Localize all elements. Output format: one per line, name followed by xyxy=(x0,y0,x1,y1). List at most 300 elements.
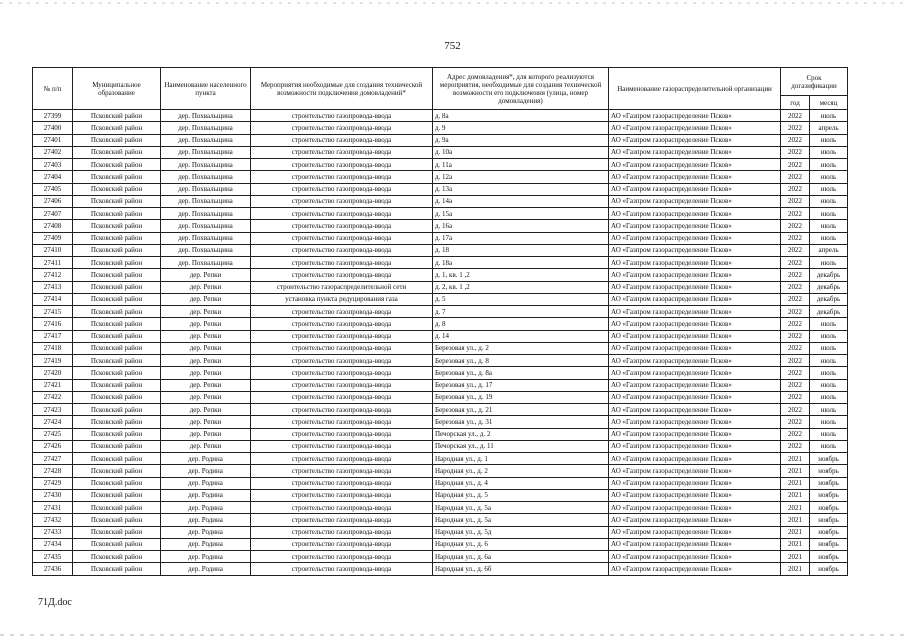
cell-measure: строительство газопровода-ввода xyxy=(251,440,433,452)
cell-municipality: Псковский район xyxy=(73,404,161,416)
cell-year: 2022 xyxy=(781,208,810,220)
cell-measure: строительство газопровода-ввода xyxy=(251,379,433,391)
cell-org: АО «Газпром газораспределение Псков» xyxy=(609,293,781,305)
cell-address: Народная ул., д. 5а xyxy=(433,502,609,514)
cell-settlement: дер. Родина xyxy=(161,526,251,538)
cell-address: д. 2, кв. 1 ,2 xyxy=(433,281,609,293)
cell-measure: строительство газопровода-ввода xyxy=(251,183,433,195)
cell-org: АО «Газпром газораспределение Псков» xyxy=(609,318,781,330)
cell-month: июль xyxy=(810,134,848,146)
cell-address: Народная ул., д. 5д xyxy=(433,526,609,538)
cell-org: АО «Газпром газораспределение Псков» xyxy=(609,355,781,367)
cell-address: д. 14 xyxy=(433,330,609,342)
table-row xyxy=(33,232,848,244)
cell-org: АО «Газпром газораспределение Псков» xyxy=(609,183,781,195)
table-body xyxy=(33,110,848,576)
table-row xyxy=(33,318,848,330)
cell-address: д. 1, кв. 1 ,2 xyxy=(433,269,609,281)
table-row xyxy=(33,110,848,122)
cell-org: АО «Газпром газораспределение Псков» xyxy=(609,195,781,207)
cell-org: АО «Газпром газораспределение Псков» xyxy=(609,502,781,514)
cell-num: 27420 xyxy=(33,367,73,379)
cell-measure: строительство газопровода-ввода xyxy=(251,257,433,269)
cell-num: 27422 xyxy=(33,391,73,403)
cell-address: Березовая ул., д. 17 xyxy=(433,379,609,391)
cell-year: 2022 xyxy=(781,146,810,158)
table-row xyxy=(33,428,848,440)
header-deadline: Срок догазификации xyxy=(781,68,848,96)
cell-year: 2021 xyxy=(781,453,810,465)
cell-year: 2022 xyxy=(781,440,810,452)
cell-num: 27428 xyxy=(33,465,73,477)
cell-measure: строительство газопровода-ввода xyxy=(251,342,433,354)
table-row xyxy=(33,220,848,232)
cell-org: АО «Газпром газораспределение Псков» xyxy=(609,404,781,416)
cell-municipality: Псковский район xyxy=(73,514,161,526)
cell-settlement: дер. Родина xyxy=(161,538,251,550)
table-row xyxy=(33,122,848,134)
cell-num: 27424 xyxy=(33,416,73,428)
cell-year: 2022 xyxy=(781,306,810,318)
cell-num: 27433 xyxy=(33,526,73,538)
table-row xyxy=(33,257,848,269)
cell-num: 27401 xyxy=(33,134,73,146)
cell-month: июль xyxy=(810,232,848,244)
cell-municipality: Псковский район xyxy=(73,122,161,134)
cell-settlement: дер. Родина xyxy=(161,453,251,465)
cell-month: ноябрь xyxy=(810,453,848,465)
cell-year: 2022 xyxy=(781,318,810,330)
cell-year: 2021 xyxy=(781,526,810,538)
cell-municipality: Псковский район xyxy=(73,195,161,207)
cell-year: 2021 xyxy=(781,502,810,514)
cell-measure: строительство газопровода-ввода xyxy=(251,171,433,183)
cell-measure: строительство газопровода-ввода xyxy=(251,244,433,256)
cell-month: июль xyxy=(810,428,848,440)
cell-municipality: Псковский район xyxy=(73,367,161,379)
cell-settlement: дер. Репки xyxy=(161,342,251,354)
cell-org: АО «Газпром газораспределение Псков» xyxy=(609,330,781,342)
table-row xyxy=(33,195,848,207)
cell-month: июль xyxy=(810,318,848,330)
cell-municipality: Псковский район xyxy=(73,453,161,465)
cell-settlement: дер. Репки xyxy=(161,428,251,440)
cell-measure: строительство газопровода-ввода xyxy=(251,122,433,134)
cell-year: 2022 xyxy=(781,391,810,403)
cell-year: 2021 xyxy=(781,477,810,489)
cell-address: Народная ул., д. 5а xyxy=(433,514,609,526)
cell-municipality: Псковский район xyxy=(73,269,161,281)
cell-org: АО «Газпром газораспределение Псков» xyxy=(609,146,781,158)
cell-org: АО «Газпром газораспределение Псков» xyxy=(609,379,781,391)
cell-measure: строительство газопровода-ввода xyxy=(251,514,433,526)
cell-month: июль xyxy=(810,355,848,367)
cell-address: д. 5 xyxy=(433,293,609,305)
cell-settlement: дер. Родина xyxy=(161,477,251,489)
table-row xyxy=(33,416,848,428)
cell-org: АО «Газпром газораспределение Псков» xyxy=(609,110,781,122)
cell-month: ноябрь xyxy=(810,563,848,575)
cell-settlement: дер. Родина xyxy=(161,502,251,514)
table-row xyxy=(33,379,848,391)
cell-year: 2022 xyxy=(781,122,810,134)
cell-org: АО «Газпром газораспределение Псков» xyxy=(609,391,781,403)
cell-settlement: дер. Похвальщина xyxy=(161,146,251,158)
cell-org: АО «Газпром газораспределение Псков» xyxy=(609,122,781,134)
cell-settlement: дер. Репки xyxy=(161,269,251,281)
cell-org: АО «Газпром газораспределение Псков» xyxy=(609,465,781,477)
cell-address: д. 17а xyxy=(433,232,609,244)
cell-address: д. 15а xyxy=(433,208,609,220)
cell-address: Народная ул., д. 6а xyxy=(433,551,609,563)
cell-year: 2022 xyxy=(781,195,810,207)
cell-municipality: Псковский район xyxy=(73,502,161,514)
cell-org: АО «Газпром газораспределение Псков» xyxy=(609,232,781,244)
cell-year: 2022 xyxy=(781,183,810,195)
cell-org: АО «Газпром газораспределение Псков» xyxy=(609,538,781,550)
cell-num: 27410 xyxy=(33,244,73,256)
cell-num: 27408 xyxy=(33,220,73,232)
cell-address: д. 18а xyxy=(433,257,609,269)
cell-year: 2022 xyxy=(781,416,810,428)
cell-municipality: Псковский район xyxy=(73,244,161,256)
cell-municipality: Псковский район xyxy=(73,208,161,220)
cell-address: Народная ул., д. 6 xyxy=(433,538,609,550)
table-row xyxy=(33,391,848,403)
cell-num: 27426 xyxy=(33,440,73,452)
cell-month: декабрь xyxy=(810,306,848,318)
cell-settlement: дер. Родина xyxy=(161,465,251,477)
cell-num: 27404 xyxy=(33,171,73,183)
cell-num: 27427 xyxy=(33,453,73,465)
cell-settlement: дер. Похвальщина xyxy=(161,208,251,220)
cell-address: Народная ул., д. 4 xyxy=(433,477,609,489)
cell-org: АО «Газпром газораспределение Псков» xyxy=(609,489,781,501)
cell-org: АО «Газпром газораспределение Псков» xyxy=(609,526,781,538)
cell-municipality: Псковский район xyxy=(73,391,161,403)
header-org: Наименование газораспределительной организации xyxy=(609,68,781,110)
cell-measure: строительство газопровода-ввода xyxy=(251,538,433,550)
cell-settlement: дер. Репки xyxy=(161,306,251,318)
cell-settlement: дер. Репки xyxy=(161,440,251,452)
table-row xyxy=(33,551,848,563)
cell-measure: строительство газопровода-ввода xyxy=(251,502,433,514)
table-row xyxy=(33,489,848,501)
cell-address: Печорская ул., д. 2 xyxy=(433,428,609,440)
cell-measure: строительство газопровода-ввода xyxy=(251,134,433,146)
cell-year: 2021 xyxy=(781,465,810,477)
cell-month: декабрь xyxy=(810,293,848,305)
table-row xyxy=(33,465,848,477)
cell-municipality: Псковский район xyxy=(73,526,161,538)
cell-org: АО «Газпром газораспределение Псков» xyxy=(609,171,781,183)
cell-address: Березовая ул., д. 21 xyxy=(433,404,609,416)
cell-address: Печорская ул., д. 11 xyxy=(433,440,609,452)
cell-org: АО «Газпром газораспределение Псков» xyxy=(609,514,781,526)
cell-municipality: Псковский район xyxy=(73,306,161,318)
cell-num: 27416 xyxy=(33,318,73,330)
cell-address: д. 13а xyxy=(433,183,609,195)
cell-org: АО «Газпром газораспределение Псков» xyxy=(609,269,781,281)
cell-num: 27435 xyxy=(33,551,73,563)
table-row xyxy=(33,502,848,514)
cell-year: 2021 xyxy=(781,563,810,575)
cell-measure: строительство газопровода-ввода xyxy=(251,159,433,171)
cell-num: 27413 xyxy=(33,281,73,293)
cell-settlement: дер. Репки xyxy=(161,293,251,305)
cell-measure: установка пункта редуцирования газа xyxy=(251,293,433,305)
header-num: № п/п xyxy=(33,68,73,110)
cell-num: 27425 xyxy=(33,428,73,440)
cell-num: 27412 xyxy=(33,269,73,281)
cell-measure: строительство газопровода-ввода xyxy=(251,526,433,538)
cell-org: АО «Газпром газораспределение Псков» xyxy=(609,208,781,220)
cell-address: д. 7 xyxy=(433,306,609,318)
cell-measure: строительство газопровода-ввода xyxy=(251,416,433,428)
cell-settlement: дер. Репки xyxy=(161,355,251,367)
table-row xyxy=(33,453,848,465)
cell-settlement: дер. Родина xyxy=(161,551,251,563)
cell-num: 27414 xyxy=(33,293,73,305)
table-row xyxy=(33,514,848,526)
cell-municipality: Псковский район xyxy=(73,110,161,122)
cell-month: июль xyxy=(810,330,848,342)
cell-settlement: дер. Репки xyxy=(161,416,251,428)
cell-municipality: Псковский район xyxy=(73,281,161,293)
cell-num: 27406 xyxy=(33,195,73,207)
cell-year: 2022 xyxy=(781,244,810,256)
cell-month: июль xyxy=(810,342,848,354)
cell-measure: строительство газопровода-ввода xyxy=(251,551,433,563)
cell-month: июль xyxy=(810,257,848,269)
cell-year: 2022 xyxy=(781,232,810,244)
cell-address: д. 16а xyxy=(433,220,609,232)
cell-org: АО «Газпром газораспределение Псков» xyxy=(609,416,781,428)
cell-month: ноябрь xyxy=(810,489,848,501)
table-row xyxy=(33,146,848,158)
cell-measure: строительство газопровода-ввода xyxy=(251,404,433,416)
cell-year: 2022 xyxy=(781,379,810,391)
cell-org: АО «Газпром газораспределение Псков» xyxy=(609,134,781,146)
cell-settlement: дер. Похвальщина xyxy=(161,220,251,232)
cell-year: 2022 xyxy=(781,367,810,379)
cell-org: АО «Газпром газораспределение Псков» xyxy=(609,563,781,575)
cell-settlement: дер. Родина xyxy=(161,489,251,501)
cell-measure: строительство газораспределительной сети xyxy=(251,281,433,293)
table-row xyxy=(33,440,848,452)
cell-org: АО «Газпром газораспределение Псков» xyxy=(609,428,781,440)
cell-municipality: Псковский район xyxy=(73,440,161,452)
cell-settlement: дер. Похвальщина xyxy=(161,232,251,244)
table-row xyxy=(33,293,848,305)
cell-measure: строительство газопровода-ввода xyxy=(251,146,433,158)
header-year: год xyxy=(781,96,810,110)
cell-year: 2022 xyxy=(781,110,810,122)
cell-municipality: Псковский район xyxy=(73,159,161,171)
cell-settlement: дер. Родина xyxy=(161,563,251,575)
header-settlement: Наименование населенного пункта xyxy=(161,68,251,110)
cell-settlement: дер. Родина xyxy=(161,514,251,526)
cell-municipality: Псковский район xyxy=(73,489,161,501)
cell-num: 27418 xyxy=(33,342,73,354)
cell-municipality: Псковский район xyxy=(73,293,161,305)
cell-year: 2022 xyxy=(781,171,810,183)
cell-num: 27405 xyxy=(33,183,73,195)
cell-num: 27400 xyxy=(33,122,73,134)
header-month: месяц xyxy=(810,96,848,110)
table-row xyxy=(33,171,848,183)
cell-municipality: Псковский район xyxy=(73,220,161,232)
cell-num: 27407 xyxy=(33,208,73,220)
cell-measure: строительство газопровода-ввода xyxy=(251,465,433,477)
cell-municipality: Псковский район xyxy=(73,342,161,354)
cell-org: АО «Газпром газораспределение Псков» xyxy=(609,306,781,318)
cell-settlement: дер. Похвальщина xyxy=(161,244,251,256)
cell-month: июль xyxy=(810,220,848,232)
cell-org: АО «Газпром газораспределение Псков» xyxy=(609,453,781,465)
cell-year: 2022 xyxy=(781,293,810,305)
cell-address: д. 9 xyxy=(433,122,609,134)
cell-month: июль xyxy=(810,171,848,183)
cell-measure: строительство газопровода-ввода xyxy=(251,453,433,465)
cell-municipality: Псковский район xyxy=(73,330,161,342)
cell-year: 2022 xyxy=(781,257,810,269)
cell-settlement: дер. Репки xyxy=(161,391,251,403)
cell-year: 2022 xyxy=(781,355,810,367)
cell-settlement: дер. Репки xyxy=(161,367,251,379)
cell-measure: строительство газопровода-ввода xyxy=(251,306,433,318)
cell-measure: строительство газопровода-ввода xyxy=(251,208,433,220)
cell-num: 27432 xyxy=(33,514,73,526)
header-municipality: Муниципальное образование xyxy=(73,68,161,110)
cell-measure: строительство газопровода-ввода xyxy=(251,269,433,281)
cell-address: Березовая ул., д. 19 xyxy=(433,391,609,403)
cell-year: 2022 xyxy=(781,134,810,146)
cell-address: Березовая ул., д. 2 xyxy=(433,342,609,354)
cell-settlement: дер. Репки xyxy=(161,330,251,342)
cell-org: АО «Газпром газораспределение Псков» xyxy=(609,477,781,489)
cell-num: 27399 xyxy=(33,110,73,122)
cell-year: 2022 xyxy=(781,342,810,354)
cell-measure: строительство газопровода-ввода xyxy=(251,195,433,207)
cell-month: декабрь xyxy=(810,269,848,281)
cell-municipality: Псковский район xyxy=(73,134,161,146)
table-row xyxy=(33,538,848,550)
cell-year: 2022 xyxy=(781,404,810,416)
cell-num: 27403 xyxy=(33,159,73,171)
cell-month: ноябрь xyxy=(810,477,848,489)
cell-municipality: Псковский район xyxy=(73,146,161,158)
cell-address: д. 11а xyxy=(433,159,609,171)
cell-num: 27415 xyxy=(33,306,73,318)
cell-municipality: Псковский район xyxy=(73,355,161,367)
scan-edge-top xyxy=(0,2,905,4)
cell-month: ноябрь xyxy=(810,514,848,526)
cell-num: 27430 xyxy=(33,489,73,501)
cell-settlement: дер. Похвальщина xyxy=(161,183,251,195)
table-row xyxy=(33,342,848,354)
cell-num: 27417 xyxy=(33,330,73,342)
cell-year: 2021 xyxy=(781,538,810,550)
cell-month: июль xyxy=(810,208,848,220)
cell-address: Народная ул., д. 2 xyxy=(433,465,609,477)
cell-month: июль xyxy=(810,391,848,403)
cell-month: июль xyxy=(810,183,848,195)
cell-num: 27436 xyxy=(33,563,73,575)
cell-year: 2022 xyxy=(781,220,810,232)
cell-address: д. 12а xyxy=(433,171,609,183)
cell-year: 2022 xyxy=(781,269,810,281)
cell-municipality: Псковский район xyxy=(73,428,161,440)
cell-month: июль xyxy=(810,440,848,452)
cell-org: АО «Газпром газораспределение Псков» xyxy=(609,244,781,256)
cell-measure: строительство газопровода-ввода xyxy=(251,355,433,367)
table-row xyxy=(33,404,848,416)
header-address: Адрес домовладения*, для которого реализуются мероприятия, необходимые для создания технической возможности его подключения (улица, номер домовладения) xyxy=(433,68,609,110)
cell-settlement: дер. Похвальщина xyxy=(161,171,251,183)
cell-org: АО «Газпром газораспределение Псков» xyxy=(609,440,781,452)
cell-measure: строительство газопровода-ввода xyxy=(251,330,433,342)
table-row xyxy=(33,208,848,220)
table-row xyxy=(33,159,848,171)
cell-year: 2021 xyxy=(781,489,810,501)
table-row xyxy=(33,526,848,538)
cell-measure: строительство газопровода-ввода xyxy=(251,563,433,575)
cell-num: 27431 xyxy=(33,502,73,514)
page-number: 752 xyxy=(444,40,461,52)
cell-month: ноябрь xyxy=(810,526,848,538)
table-row xyxy=(33,367,848,379)
header-measures: Мероприятия необходимые для создания технической возможности подключения домовладений* xyxy=(251,68,433,110)
cell-num: 27421 xyxy=(33,379,73,391)
cell-address: д. 8 xyxy=(433,318,609,330)
cell-org: АО «Газпром газораспределение Псков» xyxy=(609,159,781,171)
cell-month: июль xyxy=(810,159,848,171)
cell-num: 27419 xyxy=(33,355,73,367)
cell-num: 27434 xyxy=(33,538,73,550)
cell-settlement: дер. Похвальщина xyxy=(161,159,251,171)
cell-year: 2022 xyxy=(781,281,810,293)
cell-municipality: Псковский район xyxy=(73,551,161,563)
cell-measure: строительство газопровода-ввода xyxy=(251,318,433,330)
cell-measure: строительство газопровода-ввода xyxy=(251,428,433,440)
cell-settlement: дер. Похвальщина xyxy=(161,195,251,207)
cell-month: июль xyxy=(810,367,848,379)
cell-num: 27411 xyxy=(33,257,73,269)
cell-month: декабрь xyxy=(810,281,848,293)
cell-measure: строительство газопровода-ввода xyxy=(251,220,433,232)
cell-measure: строительство газопровода-ввода xyxy=(251,391,433,403)
table-row xyxy=(33,281,848,293)
scan-edge-bottom xyxy=(0,634,905,636)
cell-settlement: дер. Похвальщина xyxy=(161,134,251,146)
cell-address: д. 10а xyxy=(433,146,609,158)
cell-municipality: Псковский район xyxy=(73,318,161,330)
cell-settlement: дер. Репки xyxy=(161,281,251,293)
cell-month: ноябрь xyxy=(810,551,848,563)
cell-settlement: дер. Похвальщина xyxy=(161,110,251,122)
cell-address: д. 14а xyxy=(433,195,609,207)
cell-settlement: дер. Репки xyxy=(161,404,251,416)
cell-month: ноябрь xyxy=(810,502,848,514)
cell-org: АО «Газпром газораспределение Псков» xyxy=(609,220,781,232)
cell-municipality: Псковский район xyxy=(73,465,161,477)
cell-address: Народная ул., д. 5 xyxy=(433,489,609,501)
cell-month: июль xyxy=(810,110,848,122)
table-row xyxy=(33,477,848,489)
cell-org: АО «Газпром газораспределение Псков» xyxy=(609,281,781,293)
table-row xyxy=(33,134,848,146)
